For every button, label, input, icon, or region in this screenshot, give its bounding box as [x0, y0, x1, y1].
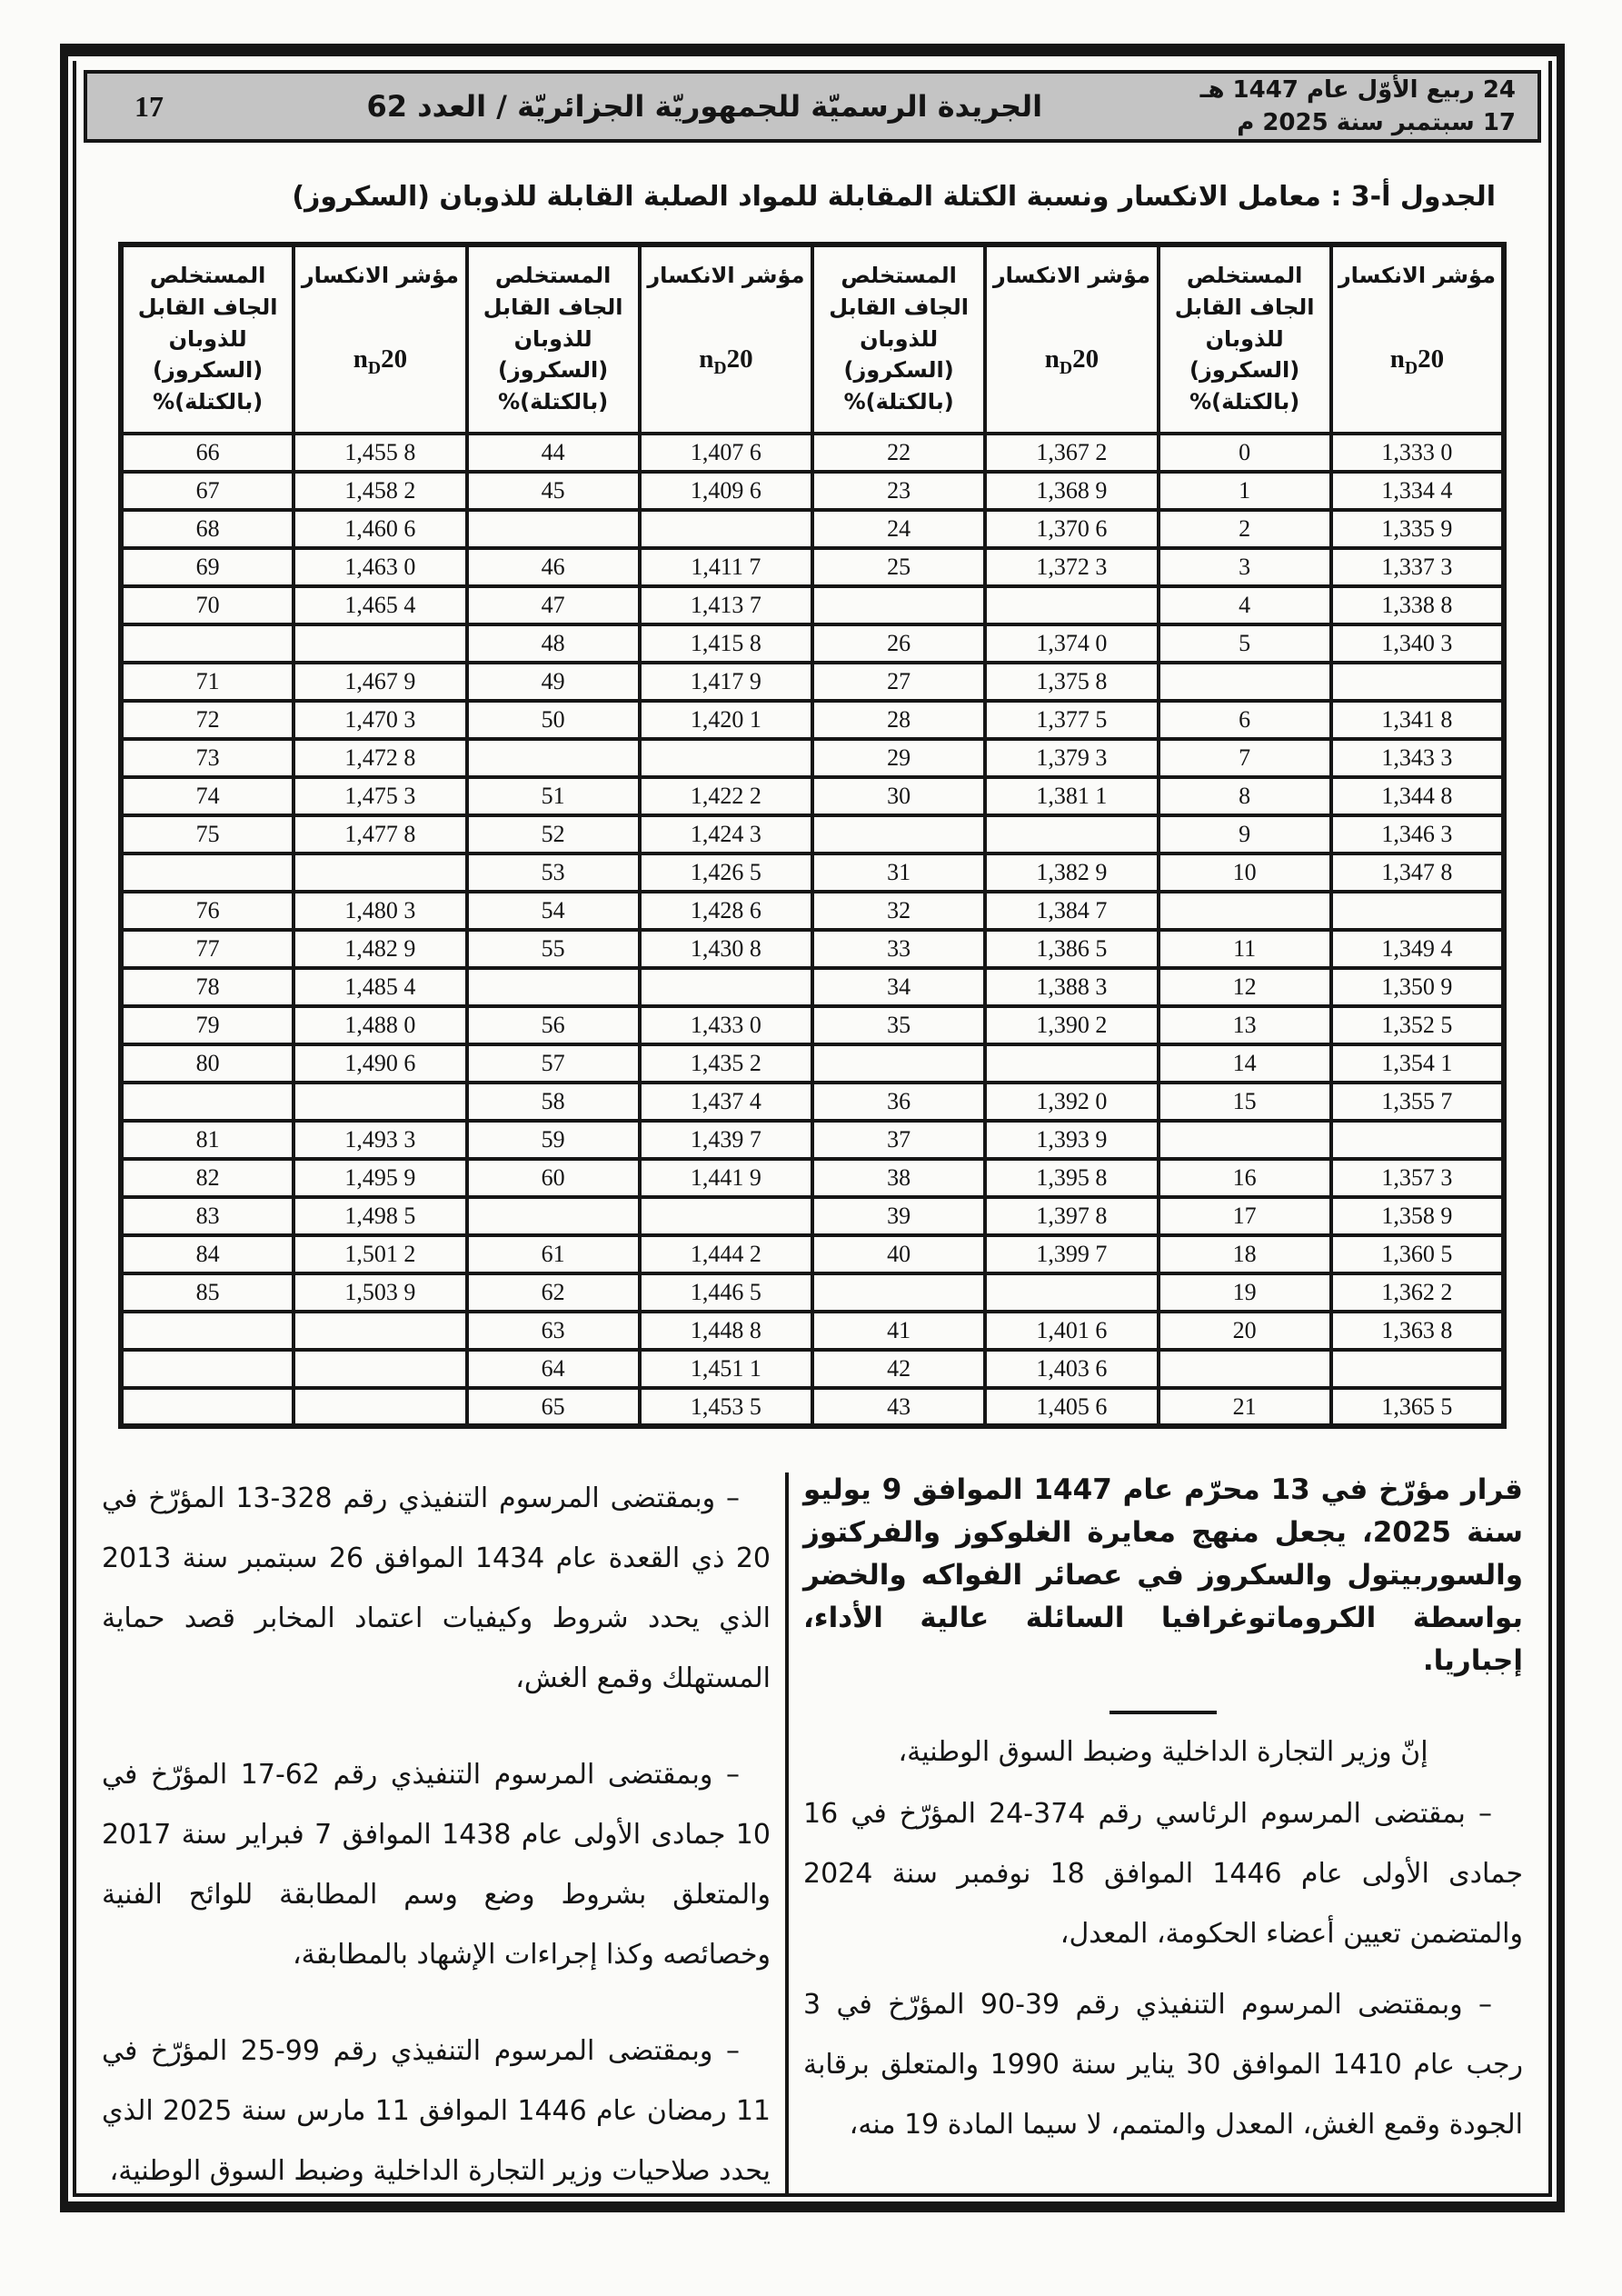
table-cell: 17 — [1159, 1197, 1331, 1235]
table-cell: 45 — [467, 472, 640, 510]
table-cell: 1,463 0 — [294, 548, 466, 586]
table-cell: 1,407 6 — [640, 434, 812, 472]
table-cell: 83 — [121, 1197, 294, 1235]
decree-paragraph: – وبمقتضى المرسوم التنفيذي رقم 99-25 المؤرّخ في 11 رمضان عام 1446 الموافق 11 مارس سنة 2025 الذي يحدد صلاحيات وزير التجارة الداخلية وضبط السوق الوطنية، — [102, 2035, 771, 2187]
table-cell: 73 — [121, 739, 294, 777]
table-cell — [467, 1197, 640, 1235]
table-cell: 81 — [121, 1121, 294, 1159]
table-cell: 1,395 8 — [985, 1159, 1158, 1197]
table-cell: 1,460 6 — [294, 510, 466, 548]
table-row — [121, 434, 1504, 472]
table-cell: 36 — [812, 1083, 985, 1121]
table-cell: 29 — [812, 739, 985, 777]
extract-header-cell: المستخلص الجاف القابل للذوبان (السكروز) (بالكتلة)% — [121, 245, 294, 434]
table-cell — [1159, 1121, 1331, 1159]
table-cell: 1,501 2 — [294, 1235, 466, 1273]
table-cell: 1,413 7 — [640, 586, 812, 624]
table-cell: 20 — [1159, 1312, 1331, 1350]
table-cell: 1,470 3 — [294, 701, 466, 739]
table-cell — [294, 1083, 466, 1121]
table-cell: 1,417 9 — [640, 663, 812, 701]
table-cell: 12 — [1159, 968, 1331, 1006]
table-cell: 1,365 5 — [1331, 1388, 1504, 1426]
table-cell: 66 — [121, 434, 294, 472]
table-cell: 1,337 3 — [1331, 548, 1504, 586]
decree-intro: قرار مؤرّخ في 13 محرّم عام 1447 الموافق 9 يوليو سنة 2025، يجعل منهج معايرة الغلوكوز والفركتوز والسوربيتول والسكروز في عصائر الفواكه والخضر بواسطة الكروماتوغرافيا السائلة عالية الأداء، إجباريا. — [803, 1473, 1524, 1678]
table-row — [121, 1312, 1504, 1350]
decree-section — [76, 1469, 1548, 2197]
table-cell: 1,439 7 — [640, 1121, 812, 1159]
table-cell: 64 — [467, 1350, 640, 1388]
table-cell: 60 — [467, 1159, 640, 1197]
table-cell — [467, 968, 640, 1006]
table-cell: 3 — [1159, 548, 1331, 586]
table-cell: 1,426 5 — [640, 854, 812, 892]
table-cell: 41 — [812, 1312, 985, 1350]
table-cell: 42 — [812, 1350, 985, 1388]
table-cell: 1,458 2 — [294, 472, 466, 510]
table-cell: 1,482 9 — [294, 930, 466, 968]
table-row — [121, 1197, 1504, 1235]
table-cell: 1,453 5 — [640, 1388, 812, 1426]
table-cell: 37 — [812, 1121, 985, 1159]
table-row — [121, 739, 1504, 777]
table-cell: 31 — [812, 854, 985, 892]
table-cell: 5 — [1159, 624, 1331, 663]
extract-header-cell: المستخلص الجاف القابل للذوبان (السكروز) (بالكتلة)% — [812, 245, 985, 434]
table-row — [121, 1121, 1504, 1159]
table-cell — [985, 815, 1158, 854]
table-cell: 65 — [467, 1388, 640, 1426]
table-cell: 26 — [812, 624, 985, 663]
table-cell: 1,377 5 — [985, 701, 1158, 739]
table-cell: 22 — [812, 434, 985, 472]
extract-header-cell: المستخلص الجاف القابل للذوبان (السكروز) (بالكتلة)% — [467, 245, 640, 434]
table-cell: 32 — [812, 892, 985, 930]
table-row — [121, 1388, 1504, 1426]
table-row — [121, 1273, 1504, 1312]
decree-column-left — [102, 1469, 771, 2197]
table-cell: 1,495 9 — [294, 1159, 466, 1197]
table-row — [121, 472, 1504, 510]
table-cell: 1,498 5 — [294, 1197, 466, 1235]
table-row — [121, 968, 1504, 1006]
table-cell: 1,399 7 — [985, 1235, 1158, 1273]
table-cell: 1,374 0 — [985, 624, 1158, 663]
table-cell: 82 — [121, 1159, 294, 1197]
table-cell: 77 — [121, 930, 294, 968]
table-cell: 1,393 9 — [985, 1121, 1158, 1159]
table-cell: 1,344 8 — [1331, 777, 1504, 815]
table-cell: 1,375 8 — [985, 663, 1158, 701]
table-cell: 50 — [467, 701, 640, 739]
table-row — [121, 1083, 1504, 1121]
table-cell: 1,368 9 — [985, 472, 1158, 510]
table-cell: 1,472 8 — [294, 739, 466, 777]
table-cell — [121, 1350, 294, 1388]
table-cell — [1331, 663, 1504, 701]
table-cell: 24 — [812, 510, 985, 548]
table-cell: 1,455 8 — [294, 434, 466, 472]
table-cell: 35 — [812, 1006, 985, 1044]
table-cell: 1,428 6 — [640, 892, 812, 930]
column-divider — [785, 1472, 789, 2197]
table-cell — [121, 1388, 294, 1426]
table-cell: 1,433 0 — [640, 1006, 812, 1044]
header-dates — [1200, 74, 1537, 140]
page-header-band — [84, 70, 1541, 143]
table-cell: 1,381 1 — [985, 777, 1158, 815]
page-frame — [60, 44, 1565, 2212]
table-cell: 9 — [1159, 815, 1331, 854]
table-cell: 1,465 4 — [294, 586, 466, 624]
table-cell: 8 — [1159, 777, 1331, 815]
table-cell: 74 — [121, 777, 294, 815]
table-cell: 13 — [1159, 1006, 1331, 1044]
table-cell — [812, 815, 985, 854]
table-row — [121, 586, 1504, 624]
table-cell — [121, 624, 294, 663]
table-cell: 1,354 1 — [1331, 1044, 1504, 1083]
table-cell: 1,477 8 — [294, 815, 466, 854]
table-cell: 1,430 8 — [640, 930, 812, 968]
table-cell: 75 — [121, 815, 294, 854]
refraction-table-body — [121, 434, 1504, 1426]
decree-column-right — [803, 1469, 1523, 2197]
table-row — [121, 815, 1504, 854]
table-cell: 1,382 9 — [985, 854, 1158, 892]
table-cell: 1,488 0 — [294, 1006, 466, 1044]
table-cell: 48 — [467, 624, 640, 663]
table-cell: 34 — [812, 968, 985, 1006]
table-cell: 19 — [1159, 1273, 1331, 1312]
table-cell — [640, 510, 812, 548]
table-row — [121, 777, 1504, 815]
table-cell: 1,420 1 — [640, 701, 812, 739]
table-cell — [985, 1273, 1158, 1312]
table-cell: 1,346 3 — [1331, 815, 1504, 854]
decree-paragraph: – وبمقتضى المرسوم التنفيذي رقم 328-13 المؤرّخ في 20 ذي القعدة عام 1434 الموافق 26 سبتمبر سنة 2013 الذي يحدد شروط وكيفيات اعتماد المخابر قصد حماية المستهلك وقمع الغش، — [102, 1482, 771, 1694]
table-cell: 63 — [467, 1312, 640, 1350]
table-row — [121, 663, 1504, 701]
table-cell: 72 — [121, 701, 294, 739]
table-cell: 1,360 5 — [1331, 1235, 1504, 1273]
decree-paragraph: – بمقتضى المرسوم الرئاسي رقم 374-24 المؤرّخ في 16 جمادى الأولى عام 1446 الموافق 18 نوفمبر سنة 2024 والمتضمن تعيين أعضاء الحكومة، المعدل، — [803, 1797, 1524, 1950]
table-cell: 1,338 8 — [1331, 586, 1504, 624]
table-cell: 16 — [1159, 1159, 1331, 1197]
table-cell — [294, 624, 466, 663]
table-cell — [121, 1083, 294, 1121]
refraction-table — [118, 242, 1507, 1429]
table-cell: 1,403 6 — [985, 1350, 1158, 1388]
table-cell: 1,349 4 — [1331, 930, 1504, 968]
table-row — [121, 1159, 1504, 1197]
page-number: 17 — [134, 89, 164, 123]
table-cell: 1,352 5 — [1331, 1006, 1504, 1044]
table-cell: 1,384 7 — [985, 892, 1158, 930]
table-cell: 1,347 8 — [1331, 854, 1504, 892]
table-row — [121, 624, 1504, 663]
table-cell: 67 — [121, 472, 294, 510]
table-cell: 11 — [1159, 930, 1331, 968]
table-cell: 1,411 7 — [640, 548, 812, 586]
table-cell: 1,475 3 — [294, 777, 466, 815]
table-cell — [467, 739, 640, 777]
table-cell: 84 — [121, 1235, 294, 1273]
table-cell — [640, 968, 812, 1006]
table-cell: 1,370 6 — [985, 510, 1158, 548]
table-cell: 69 — [121, 548, 294, 586]
table-title: الجدول أ-3 : معامل الانكسار ونسبة الكتلة المقابلة للمواد الصلبة القابلة للذوبان (السكروز) — [292, 181, 1496, 213]
table-cell: 33 — [812, 930, 985, 968]
table-cell — [1331, 1121, 1504, 1159]
table-cell: 57 — [467, 1044, 640, 1083]
table-cell — [640, 1197, 812, 1235]
table-cell: 0 — [1159, 434, 1331, 472]
table-cell: 1,367 2 — [985, 434, 1158, 472]
table-cell: 1,409 6 — [640, 472, 812, 510]
table-cell — [1159, 892, 1331, 930]
table-cell — [1159, 1350, 1331, 1388]
table-cell — [812, 1273, 985, 1312]
decree-paragraph: – وبمقتضى المرسوم التنفيذي رقم 62-17 المؤرّخ في 10 جمادى الأولى عام 1438 الموافق 7 فبراير سنة 2017 والمتعلق بشروط وضع وسم المطابقة للوائح الفنية وخصائصه وكذا إجراءات الإشهاد بالمطابقة، — [102, 1759, 771, 1971]
nd20-symbol: $n_D20$ — [353, 344, 408, 378]
nd20-symbol: $n_D20$ — [1389, 344, 1445, 378]
table-cell: 43 — [812, 1388, 985, 1426]
nd20-symbol: $n_D20$ — [1044, 344, 1100, 378]
hijri-date: 24 ربيع الأوّل عام 1447 هـ — [1199, 75, 1516, 104]
table-cell: 40 — [812, 1235, 985, 1273]
table-cell: 1,372 3 — [985, 548, 1158, 586]
table-row — [121, 854, 1504, 892]
table-cell: 68 — [121, 510, 294, 548]
table-cell: 1,422 2 — [640, 777, 812, 815]
refraction-header-cell: مؤشر الانكسار $n_D20$ — [985, 245, 1158, 434]
table-cell: 1,362 2 — [1331, 1273, 1504, 1312]
table-cell: 30 — [812, 777, 985, 815]
table-cell: 1,355 7 — [1331, 1083, 1504, 1121]
table-cell — [812, 586, 985, 624]
table-cell: 1,390 2 — [985, 1006, 1158, 1044]
table-cell: 44 — [467, 434, 640, 472]
table-row — [121, 1044, 1504, 1083]
table-cell: 76 — [121, 892, 294, 930]
refraction-header-cell: مؤشر الانكسار $n_D20$ — [640, 245, 812, 434]
table-cell: 1,333 0 — [1331, 434, 1504, 472]
table-cell: 70 — [121, 586, 294, 624]
table-cell: 52 — [467, 815, 640, 854]
table-row — [121, 930, 1504, 968]
table-cell: 39 — [812, 1197, 985, 1235]
table-cell: 14 — [1159, 1044, 1331, 1083]
table-row — [121, 548, 1504, 586]
table-cell: 2 — [1159, 510, 1331, 548]
table-cell: 1,341 8 — [1331, 701, 1504, 739]
table-cell: 6 — [1159, 701, 1331, 739]
table-cell: 1 — [1159, 472, 1331, 510]
refraction-header-cell: مؤشر الانكسار $n_D20$ — [1331, 245, 1504, 434]
table-cell: 25 — [812, 548, 985, 586]
table-cell: 10 — [1159, 854, 1331, 892]
page-frame-inner — [73, 61, 1552, 2197]
table-cell: 21 — [1159, 1388, 1331, 1426]
journal-title: الجريدة الرسميّة للجمهوريّة الجزائريّة / العدد 62 — [366, 89, 1043, 124]
minister-line: إنّ وزير التجارة الداخلية وضبط السوق الوطنية، — [898, 1735, 1428, 1768]
table-cell: 7 — [1159, 739, 1331, 777]
table-cell: 55 — [467, 930, 640, 968]
table-cell — [294, 1312, 466, 1350]
table-cell: 56 — [467, 1006, 640, 1044]
table-cell — [294, 854, 466, 892]
table-cell: 61 — [467, 1235, 640, 1273]
table-cell: 28 — [812, 701, 985, 739]
table-cell: 1,415 8 — [640, 624, 812, 663]
table-row — [121, 1350, 1504, 1388]
table-cell: 1,485 4 — [294, 968, 466, 1006]
table-cell: 1,444 2 — [640, 1235, 812, 1273]
decree-paragraph: – وبمقتضى المرسوم التنفيذي رقم 39-90 المؤرّخ في 3 رجب عام 1410 الموافق 30 يناير سنة 1990 والمتعلق برقابة الجودة وقمع الغش، المعدل والمتمم، لا سيما المادة 19 منه، — [803, 1988, 1523, 2141]
table-cell: 1,343 3 — [1331, 739, 1504, 777]
table-cell — [294, 1350, 466, 1388]
table-cell: 78 — [121, 968, 294, 1006]
table-cell — [1159, 663, 1331, 701]
table-cell: 1,386 5 — [985, 930, 1158, 968]
gregorian-date: 17 سبتمبر سنة 2025 م — [1237, 109, 1516, 136]
table-cell: 46 — [467, 548, 640, 586]
table-cell — [121, 854, 294, 892]
table-cell: 15 — [1159, 1083, 1331, 1121]
table-cell: 1,437 4 — [640, 1083, 812, 1121]
table-cell: 1,357 3 — [1331, 1159, 1504, 1197]
table-cell: 1,392 0 — [985, 1083, 1158, 1121]
table-row — [121, 510, 1504, 548]
table-cell: 54 — [467, 892, 640, 930]
table-cell: 1,334 4 — [1331, 472, 1504, 510]
table-cell: 1,335 9 — [1331, 510, 1504, 548]
table-cell: 1,401 6 — [985, 1312, 1158, 1350]
table-cell: 1,446 5 — [640, 1273, 812, 1312]
table-cell — [294, 1388, 466, 1426]
table-cell: 62 — [467, 1273, 640, 1312]
table-row — [121, 1006, 1504, 1044]
table-cell: 1,451 1 — [640, 1350, 812, 1388]
table-cell: 1,480 3 — [294, 892, 466, 930]
table-cell: 49 — [467, 663, 640, 701]
table-cell: 38 — [812, 1159, 985, 1197]
table-cell: 1,358 9 — [1331, 1197, 1504, 1235]
table-cell — [640, 739, 812, 777]
extract-header-cell: المستخلص الجاف القابل للذوبان (السكروز) (بالكتلة)% — [1159, 245, 1331, 434]
table-cell: 1,448 8 — [640, 1312, 812, 1350]
table-cell: 1,493 3 — [294, 1121, 466, 1159]
table-cell: 1,405 6 — [985, 1388, 1158, 1426]
table-row — [121, 892, 1504, 930]
table-cell — [121, 1312, 294, 1350]
table-cell: 51 — [467, 777, 640, 815]
table-cell: 18 — [1159, 1235, 1331, 1273]
table-cell: 4 — [1159, 586, 1331, 624]
table-header — [121, 245, 1504, 434]
table-cell — [467, 510, 640, 548]
table-cell: 1,490 6 — [294, 1044, 466, 1083]
table-cell: 27 — [812, 663, 985, 701]
table-cell — [1331, 1350, 1504, 1388]
table-cell: 58 — [467, 1083, 640, 1121]
table-cell: 1,340 3 — [1331, 624, 1504, 663]
table-cell: 1,435 2 — [640, 1044, 812, 1083]
table-cell: 53 — [467, 854, 640, 892]
table-cell: 59 — [467, 1121, 640, 1159]
table-cell: 1,441 9 — [640, 1159, 812, 1197]
table-cell: 85 — [121, 1273, 294, 1312]
table-cell: 1,397 8 — [985, 1197, 1158, 1235]
table-cell: 47 — [467, 586, 640, 624]
table-cell: 1,503 9 — [294, 1273, 466, 1312]
table-row — [121, 1235, 1504, 1273]
section-divider-rule — [1110, 1711, 1217, 1714]
table-cell: 79 — [121, 1006, 294, 1044]
table-cell — [1331, 892, 1504, 930]
table-cell: 1,363 8 — [1331, 1312, 1504, 1350]
table-cell: 1,350 9 — [1331, 968, 1504, 1006]
table-cell: 1,388 3 — [985, 968, 1158, 1006]
table-cell: 1,424 3 — [640, 815, 812, 854]
table-cell: 23 — [812, 472, 985, 510]
table-cell: 1,379 3 — [985, 739, 1158, 777]
table-cell: 71 — [121, 663, 294, 701]
table-cell — [985, 1044, 1158, 1083]
table-row — [121, 701, 1504, 739]
refraction-header-cell: مؤشر الانكسار $n_D20$ — [294, 245, 466, 434]
table-cell — [985, 586, 1158, 624]
nd20-symbol: $n_D20$ — [699, 344, 753, 378]
table-header-row — [121, 245, 1504, 434]
table-cell: 1,467 9 — [294, 663, 466, 701]
table-cell: 80 — [121, 1044, 294, 1083]
table-cell — [812, 1044, 985, 1083]
